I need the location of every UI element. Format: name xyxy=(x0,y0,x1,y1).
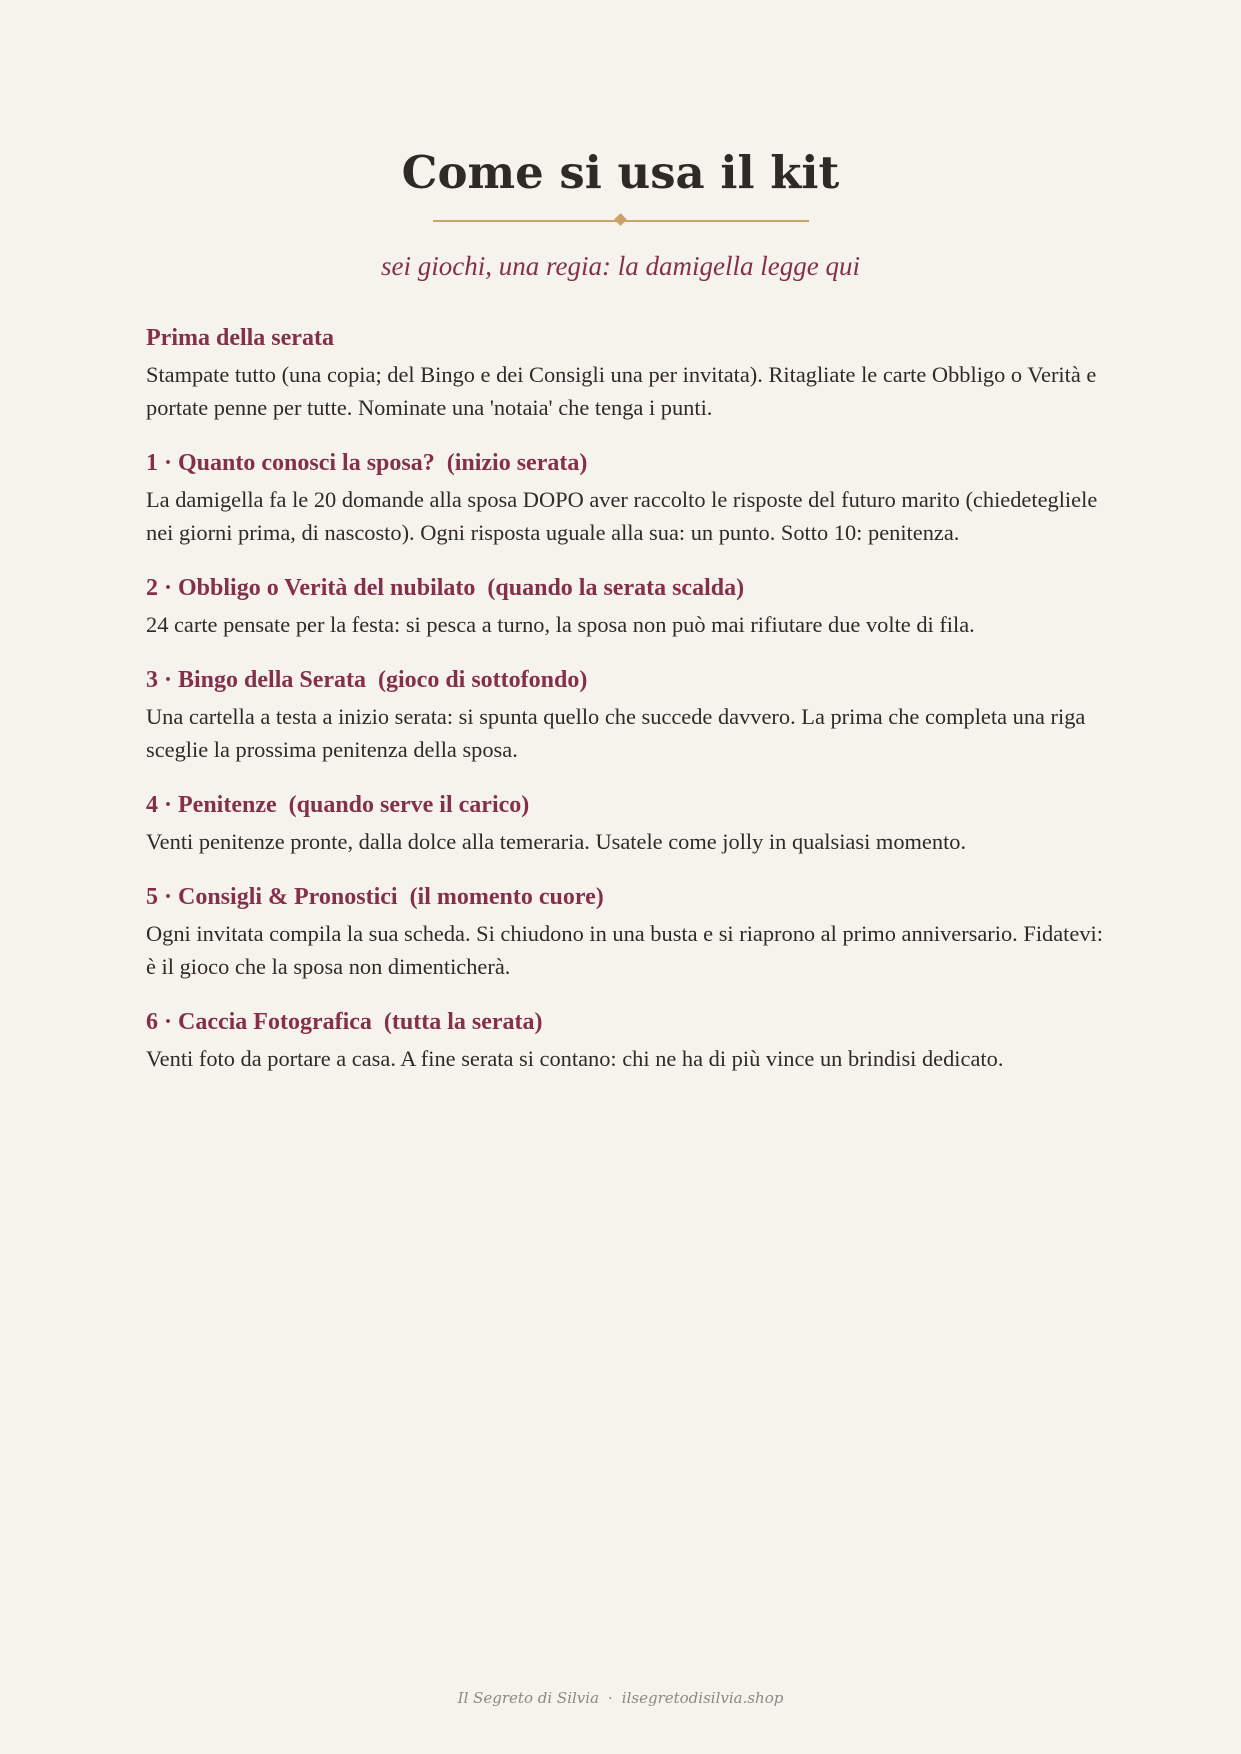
page-subtitle: sei giochi, una regia: la damigella legge qui xyxy=(381,251,860,281)
footer-website-link[interactable]: ilsegretodisilvia.shop xyxy=(621,1689,784,1707)
footer-separator: · xyxy=(608,1689,613,1707)
section-body: Ogni invitata compila la sua scheda. Si chiudono in una busta e si riaprono al primo anniversario. Fidatevi: è il gioco che la sposa non dimenticherà. xyxy=(146,921,1103,979)
section-heading: 2 · Obbligo o Verità del nubilato (quando la serata scalda) xyxy=(146,575,745,601)
section-game-4 xyxy=(146,786,1106,858)
section-game-3 xyxy=(146,661,1106,766)
diamond-ornament-icon xyxy=(614,213,627,226)
section-body: Stampate tutto (una copia; del Bingo e dei Consigli una per invitata). Ritagliate le carte Obbligo o Verità e portate penne per tutte. Nominate una 'notaia' che tenga i punti. xyxy=(146,362,1097,420)
section-body: Venti foto da portare a casa. A fine serata si contano: chi ne ha di più vince un brindisi dedicato. xyxy=(146,1046,1004,1071)
section-game-1 xyxy=(146,444,1106,549)
section-heading: 4 · Penitenze (quando serve il carico) xyxy=(146,792,530,818)
page-footer xyxy=(0,1686,1241,1710)
section-game-2 xyxy=(146,569,1106,641)
section-body: Venti penitenze pronte, dalla dolce alla temeraria. Usatele come jolly in qualsiasi momento. xyxy=(146,829,967,854)
section-heading: Prima della serata xyxy=(146,325,334,351)
section-body: La damigella fa le 20 domande alla sposa DOPO aver raccolto le risposte del futuro marito (chiedetegliele nei giorni prima, di nascosto). Ogni risposta uguale alla sua: un punto. Sotto 10: penitenza. xyxy=(146,487,1098,545)
instructions-content xyxy=(146,319,1106,1095)
section-game-5 xyxy=(146,878,1106,983)
section-body: 24 carte pensate per la festa: si pesca a turno, la sposa non può mai rifiutare due volte di fila. xyxy=(146,612,975,637)
section-heading: 5 · Consigli & Pronostici (il momento cuore) xyxy=(146,884,604,910)
section-game-6 xyxy=(146,1003,1106,1075)
section-heading: 3 · Bingo della Serata (gioco di sottofondo) xyxy=(146,667,588,693)
page-title: Come si usa il kit xyxy=(401,146,840,199)
section-heading: 6 · Caccia Fotografica (tutta la serata) xyxy=(146,1009,543,1035)
section-before-evening xyxy=(146,319,1106,424)
footer-brand: Il Segreto di Silvia xyxy=(457,1689,600,1707)
section-heading: 1 · Quanto conosci la sposa? (inizio serata) xyxy=(146,450,588,476)
section-body: Una cartella a testa a inizio serata: si spunta quello che succede davvero. La prima che completa una riga sceglie la prossima penitenza della sposa. xyxy=(146,704,1086,762)
title-divider xyxy=(433,218,809,223)
